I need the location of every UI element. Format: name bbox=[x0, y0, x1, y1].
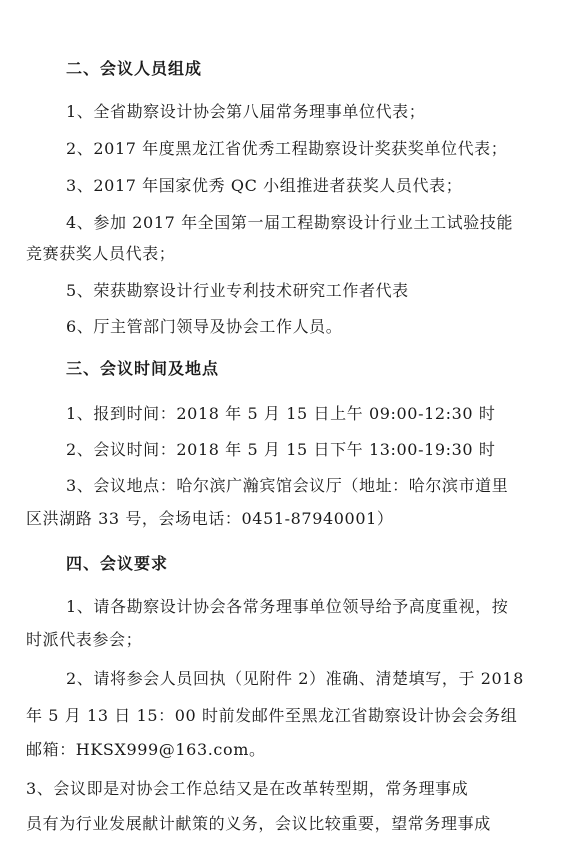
time-place-item-3-continued: 区洪湖路 33 号，会场电话：0451-87940001） bbox=[26, 509, 394, 528]
personnel-item-3: 3、2017 年国家优秀 QC 小组推进者获奖人员代表； bbox=[66, 176, 463, 195]
requirement-item-1: 1、请各勘察设计协会各常务理事单位领导给予高度重视，按 bbox=[66, 597, 509, 616]
time-place-item-2: 2、会议时间：2018 年 5 月 15 日下午 13:00-19:30 时 bbox=[66, 440, 496, 459]
section-heading-requirements: 四、会议要求 bbox=[66, 554, 169, 573]
personnel-item-6: 6、厅主管部门领导及协会工作人员。 bbox=[66, 317, 343, 336]
time-place-item-3: 3、会议地点：哈尔滨广瀚宾馆会议厅（地址：哈尔滨市道里 bbox=[66, 476, 509, 495]
section-heading-time-place: 三、会议时间及地点 bbox=[66, 359, 220, 378]
requirement-item-2-continued: 年 5 月 13 日 15：00 时前发邮件至黑龙江省勘察设计协会会务组 bbox=[26, 706, 518, 725]
requirement-item-1-continued: 时派代表参会； bbox=[26, 630, 143, 649]
time-place-item-1: 1、报到时间：2018 年 5 月 15 日上午 09:00-12:30 时 bbox=[66, 404, 496, 423]
requirement-item-3: 3、会议即是对协会工作总结又是在改革转型期，常务理事成 bbox=[26, 779, 469, 798]
requirement-item-3-continued: 员有为行业发展献计献策的义务，会议比较重要，望常务理事成 bbox=[26, 814, 491, 833]
section-heading-personnel: 二、会议人员组成 bbox=[66, 59, 203, 78]
personnel-item-5: 5、荣获勘察设计行业专利技术研究工作者代表 bbox=[66, 281, 409, 300]
requirement-item-2-email: 邮箱：HKSX999@163.com。 bbox=[26, 740, 266, 759]
requirement-item-2: 2、请将参会人员回执（见附件 2）准确、清楚填写，于 2018 bbox=[66, 669, 524, 688]
personnel-item-4-continued: 竞赛获奖人员代表； bbox=[26, 244, 176, 263]
personnel-item-4: 4、参加 2017 年全国第一届工程勘察设计行业土工试验技能 bbox=[66, 213, 514, 232]
personnel-item-2: 2、2017 年度黑龙江省优秀工程勘察设计奖获奖单位代表； bbox=[66, 139, 508, 158]
personnel-item-1: 1、全省勘察设计协会第八届常务理事单位代表； bbox=[66, 102, 426, 121]
